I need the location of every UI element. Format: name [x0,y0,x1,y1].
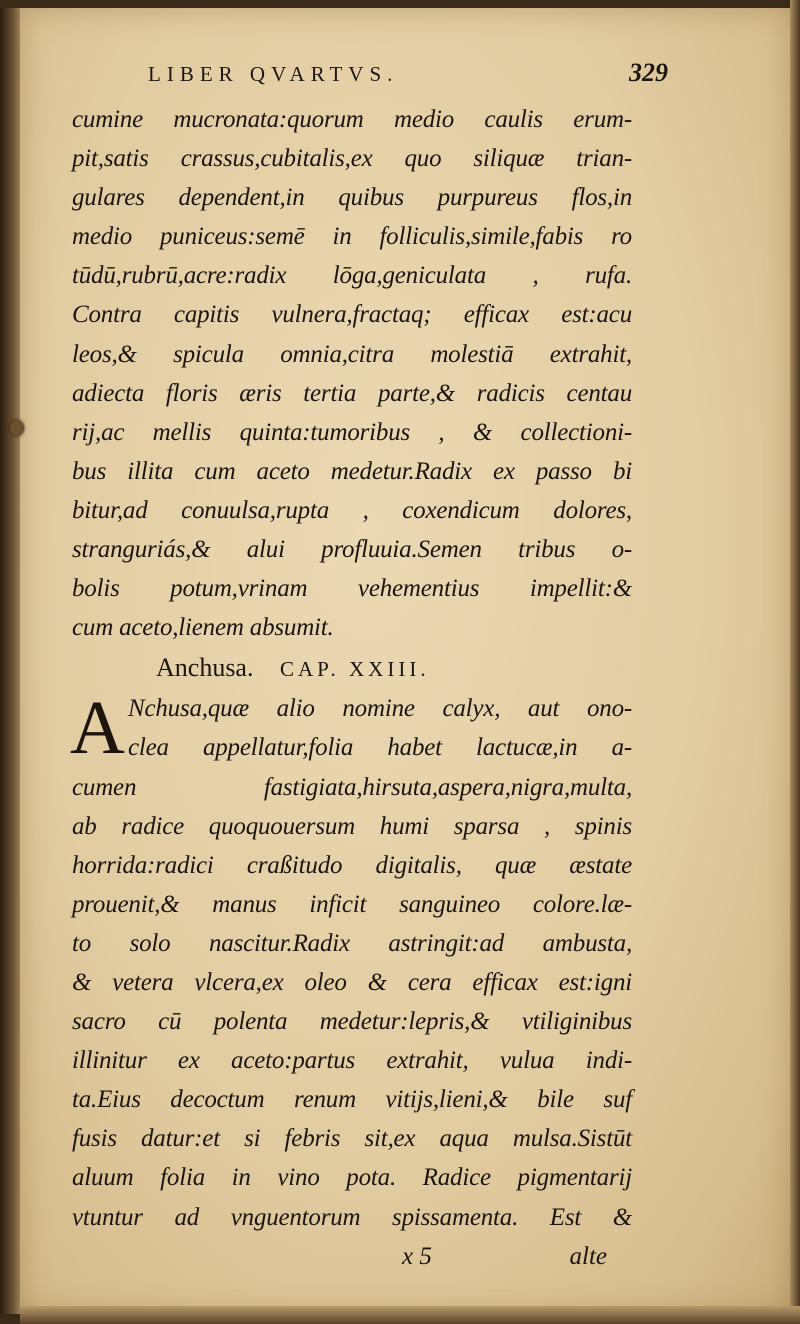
text-line: leos,& spicula omnia,citra molestiā extrahit, [72,340,632,368]
text-line: clea appellatur,folia habet lactucæ,in a- [128,734,632,762]
text-line: to solo nascitur.Radix astringit:ad ambusta, [72,929,632,957]
text-line: sacro cū polenta medetur:lepris,& vtiliginibus [72,1008,632,1036]
text-line: adiecta floris æris tertia parte,& radicis centau [72,379,632,407]
text-line: gulares dependent,in quibus purpureus flos,in [72,184,632,212]
text-line: vtuntur ad vnguentorum spissamenta. Est & [72,1203,632,1231]
text-line: ab radice quoquouersum humi sparsa , spinis [72,812,632,840]
text-line: aluum folia in vino pota. Radice pigmentarij [72,1164,632,1192]
signature-line [72,1237,632,1276]
page-edge-bottom [20,1306,800,1324]
running-head-title: LIBER QVARTVS. [148,62,399,86]
text-line: Nchusa,quæ alio nomine calyx, aut ono- [128,695,632,723]
text-line: & vetera vlcera,ex oleo & cera efficax est:igni [72,968,632,996]
page-edge-right [790,0,800,1324]
text-line: cum aceto,lienem absumit. [72,614,334,642]
text-line: bitur,ad conuulsa,rupta , coxendicum dolores, [72,496,632,524]
text-line: horrida:radici craßitudo digitalis, quæ æstate [72,851,632,879]
text-block [72,100,632,1276]
text-line: prouenit,& manus inficit sanguineo colore.læ- [72,890,632,918]
catchword: alte [569,1242,607,1270]
page-number: 329 [629,58,668,87]
signature-mark: x 5 [402,1242,432,1270]
text-line: medio puniceus:semē in folliculis,simile,fabis ro [72,223,632,251]
dropcap-block [70,686,632,771]
paragraph-2 [70,686,632,1236]
text-line: cumine mucronata:quorum medio caulis erum- [72,106,632,133]
chapter-label: CAP. XXIII. [279,657,430,682]
text-line: ta.Eius decoctum renum vitijs,lieni,& bile suf [72,1086,632,1114]
text-line: illinitur ex aceto:partus extrahit, vulua indi- [72,1047,632,1075]
running-head [148,58,668,94]
chapter-heading [72,647,632,689]
chapter-title: Anchusa. [156,653,254,683]
text-line: rij,ac mellis quinta:tumoribus , & collectioni- [72,418,632,446]
drop-cap: A [70,686,125,771]
text-line: tūdū,rubrū,acre:radix lōga,geniculata , rufa. [72,262,632,290]
text-line: pit,satis crassus,cubitalis,ex quo siliquæ trian- [72,145,632,173]
binding-hole [10,420,24,436]
text-line: stranguriás,& alui profluuia.Semen tribus o- [72,536,632,564]
text-line: cumen fastigiata,hirsuta,aspera,nigra,multa, [72,773,632,801]
book-spine [0,8,22,1314]
text-line: Contra capitis vulnera,fractaq; efficax est:acu [72,301,632,329]
text-line: bolis potum,vrinam vehementius impellit:& [72,575,632,603]
text-line: fusis datur:et si febris sit,ex aqua mulsa.Sistūt [72,1125,632,1153]
paragraph-1 [72,100,632,647]
text-line: bus illita cum aceto medetur.Radix ex passo bi [72,457,632,485]
